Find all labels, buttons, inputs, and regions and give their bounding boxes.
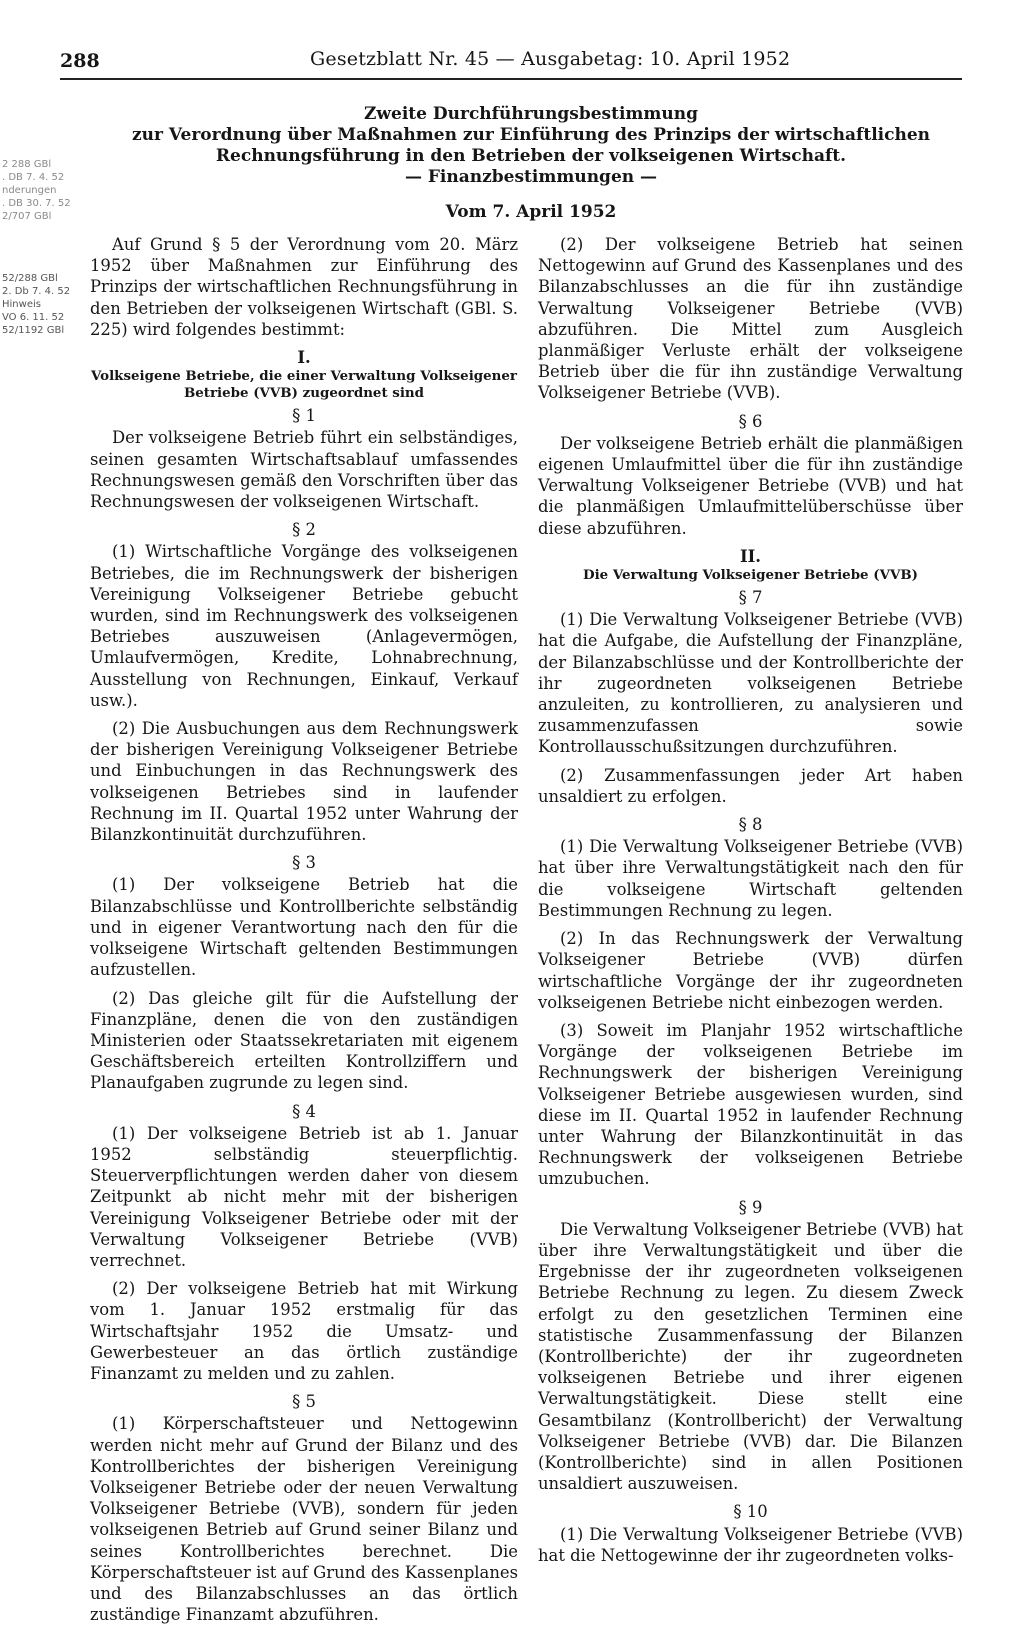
paragraph-text: (2) Das gleiche gilt für die Aufstellung der Finanzpläne, denen die von den zuständigen Ministerien oder Staatssekretariaten mit eigenem Geschäftsbereich erteilten Kontrollziffern und Planaufgaben zugrunde zu legen sind. xyxy=(90,988,518,1093)
title-line: Zweite Durchführungsbestimmung xyxy=(363,104,698,124)
margin-note: 2. Db 7. 4. 52 xyxy=(2,286,71,297)
section-title: Volkseigene Betriebe, die einer Verwaltung Volkseigener Betriebe (VVB) zugeordnet sind xyxy=(90,368,517,402)
margin-note: . DB 7. 4. 52 xyxy=(2,172,65,183)
margin-note: nderungen xyxy=(2,185,57,196)
paragraph-text: (1) Der volkseigene Betrieb ist ab 1. Januar 1952 selbständig steuerpflichtig. Steuerverpflichtungen werden daher von diesem Zeitpunkt ab nicht mehr mit der bisherigen Vereinigung Volkseigener Betriebe oder mit der Verwaltung Volkseigener Betriebe (VVB) verrechnet. xyxy=(90,1123,518,1270)
margin-note: 2/707 GBl xyxy=(2,211,52,222)
margin-notes-top xyxy=(2,158,90,223)
margin-note: Hinweis xyxy=(2,299,41,310)
paragraph-text: (1) Der volkseigene Betrieb hat die Bilanzabschlüsse und Kontrollberichte selbständig und in eigener Verantwortung nach den für die volkseigene Wirtschaft geltenden Bestimmungen aufzustellen. xyxy=(90,875,518,980)
margin-note: 2 288 GBl xyxy=(2,159,52,170)
paragraph-heading: § 3 xyxy=(292,853,316,873)
paragraph-text: (1) Die Verwaltung Volkseigener Betriebe (VVB) hat die Nettogewinne der ihr zugeordneten volks- xyxy=(538,1524,963,1565)
paragraph-heading: § 9 xyxy=(738,1197,763,1217)
paragraph-text: Der volkseigene Betrieb führt ein selbständiges, seinen gesamten Wirtschaftsablauf umfassendes Rechnungswesen gemäß den Vorschriften über das Rechnungswesen der volkseigenen Wirtschaft. xyxy=(90,428,518,512)
paragraph-text: (2) Der volkseigene Betrieb hat seinen Nettogewinn auf Grund des Kassenplanes und des Bilanzabschlusses an die für ihn zuständige Verwaltung Volkseigener Betriebe (VVB) abzuführen. Die Mittel zum Ausgleich planmäßiger Verluste erhält der volkseigene Betrieb über die für ihn zuständige Verwaltung Volkseigener Betriebe (VVB). xyxy=(538,235,963,403)
running-head: Gesetzblatt Nr. 45 — Ausgabetag: 10. April 1952 xyxy=(310,48,791,70)
paragraph-heading: § 5 xyxy=(292,1392,316,1412)
paragraph-text: (1) Die Verwaltung Volkseigener Betriebe (VVB) hat die Aufgabe, die Aufstellung der Finanzpläne, der Bilanzabschlüsse und der Kontrollberichte der ihr zugeordneten volkseigenen Betriebe anzuleiten, zu kontrollieren, zu analysieren und zusammenzufassen sowie Kontrollausschußsitzungen durchzuführen. xyxy=(538,610,963,757)
section-title: Die Verwaltung Volkseigener Betriebe (VVB) xyxy=(582,567,919,584)
paragraph-heading: § 10 xyxy=(733,1502,768,1522)
paragraph-heading: § 2 xyxy=(292,520,316,540)
page-header xyxy=(60,46,960,78)
paragraph-text: (2) Der volkseigene Betrieb hat mit Wirkung vom 1. Januar 1952 erstmalig für das Wirtschaftsjahr 1952 die Umsatz- und Gewerbesteuer an das örtlich zuständige Finanzamt zu melden und zu zahlen. xyxy=(90,1279,518,1383)
paragraph-text: (2) Zusammenfassungen jeder Art haben unsaldiert zu erfolgen. xyxy=(538,765,963,806)
margin-notes-bottom xyxy=(2,272,90,337)
paragraph-heading: § 7 xyxy=(738,588,763,608)
left-column xyxy=(90,234,518,1632)
margin-note: VO 6. 11. 52 xyxy=(2,312,65,323)
paragraph-text: (1) Wirtschaftliche Vorgänge des volkseigenen Betriebes, die im Rechnungswerk der bisherigen Vereinigung Volkseigener Betriebe gebucht wurden, sind im Rechnungswerk des volkseigenen Betriebes auszuweisen (Anlagevermögen, Umlaufvermögen, Kredite, Lohnabrechnung, Ausstellung von Rechnungen, Einkauf, Verkauf usw.). xyxy=(90,542,518,710)
margin-note: 52/288 GBl xyxy=(2,273,58,284)
title-subline: — Finanzbestimmungen — xyxy=(404,167,658,187)
header-rule xyxy=(60,78,962,80)
paragraph-text: (2) Die Ausbuchungen aus dem Rechnungswerk der bisherigen Vereinigung Volkseigener Betriebe und Einbuchungen in das Rechnungswerk des volkseigenen Betriebes sind in laufender Rechnung im II. Quartal 1952 unter Wahrung der Bilanzkontinuität durchzuführen. xyxy=(90,719,518,845)
margin-note: 52/1192 GBl xyxy=(2,325,65,336)
margin-note: . DB 30. 7. 52 xyxy=(2,198,71,209)
paragraph-text: Der volkseigene Betrieb erhält die planmäßigen eigenen Umlaufmittel über die für ihn zuständige Verwaltung Volkseigener Betriebe (VVB) und hat die planmäßigen Umlaufmittelüberschüsse über diese abzuführen. xyxy=(538,433,963,538)
page-number: 288 xyxy=(60,50,100,72)
section-number: I. xyxy=(297,348,311,368)
right-column xyxy=(538,234,963,1573)
title-date: Vom 7. April 1952 xyxy=(445,202,617,222)
paragraph-text: (3) Soweit im Planjahr 1952 wirtschaftliche Vorgänge der volkseigenen Betriebe im Rechnungswerk der bisherigen Vereinigung Volkseigener Betriebe ausgewiesen wurden, sind diese im II. Quartal 1952 in laufender Rechnung unter Wahrung der Bilanzkontinuität in das Rechnungswerk der volkseigenen Betriebe umzubuchen. xyxy=(538,1020,963,1189)
paragraph-heading: § 6 xyxy=(738,411,763,431)
paragraph-heading: § 1 xyxy=(292,406,316,426)
paragraph-text: (1) Körperschaftsteuer und Nettogewinn werden nicht mehr auf Grund der Bilanz und des Kontrollberichtes der bisherigen Vereinigung Volkseigener Betriebe oder der neuen Verwaltung Volkseigener Betriebe (VVB), sondern für jeden volkseigenen Betrieb auf Grund seiner Bilanz und seines Kontrollberichtes berechnet. Die Körperschaftsteuer ist auf Grund des Kassenplanes und des Bilanzabschlusses an das örtlich zuständige Finanzamt abzuführen. xyxy=(90,1414,518,1625)
paragraph-text: (1) Die Verwaltung Volkseigener Betriebe (VVB) hat über ihre Verwaltungstätigkeit nach den für die volkseigene Wirtschaft geltenden Bestimmungen Rechnung zu legen. xyxy=(538,837,963,920)
paragraph-text: Die Verwaltung Volkseigener Betriebe (VVB) hat über ihre Verwaltungstätigkeit und über die Ergebnisse der ihr zugeordneten volkseigenen Betriebe Rechnung zu legen. Zu diesem Zweck erfolgt zu den gesetzlichen Terminen eine statistische Zusammenfassung der Bilanzen (Kontrollberichte) der ihr zugeordneten volkseigenen Betriebe und ihrer eigenen Verwaltungstätigkeit. Diese stellt eine Gesamtbilanz (Kontrollbericht) der Verwaltung Volkseigener Betriebe (VVB) dar. Die Bilanzen (Kontrollberichte) sind in allen Positionen unsaldiert auszuweisen. xyxy=(538,1219,963,1494)
title-line: zur Verordnung über Maßnahmen zur Einführung des Prinzips der wirtschaftlichen Rechnungsführung in den Betrieben der volkseigenen Wirtschaft. xyxy=(131,125,931,166)
paragraph-heading: § 8 xyxy=(738,815,763,835)
document-title xyxy=(96,104,966,222)
paragraph-heading: § 4 xyxy=(292,1101,316,1121)
paragraph-text: (2) In das Rechnungswerk der Verwaltung Volkseigener Betriebe (VVB) dürfen wirtschaftliche Vorgänge der ihr zugeordneten volkseigenen Betriebe nicht einbezogen werden. xyxy=(538,929,963,1012)
intro-paragraph: Auf Grund § 5 der Verordnung vom 20. März 1952 über Maßnahmen zur Einführung des Prinzips der wirtschaftlichen Rechnungsführung in den Betrieben der volkseigenen Wirtschaft (GBl. S. 225) wird folgendes bestimmt: xyxy=(90,235,518,339)
section-number: II. xyxy=(739,546,762,566)
